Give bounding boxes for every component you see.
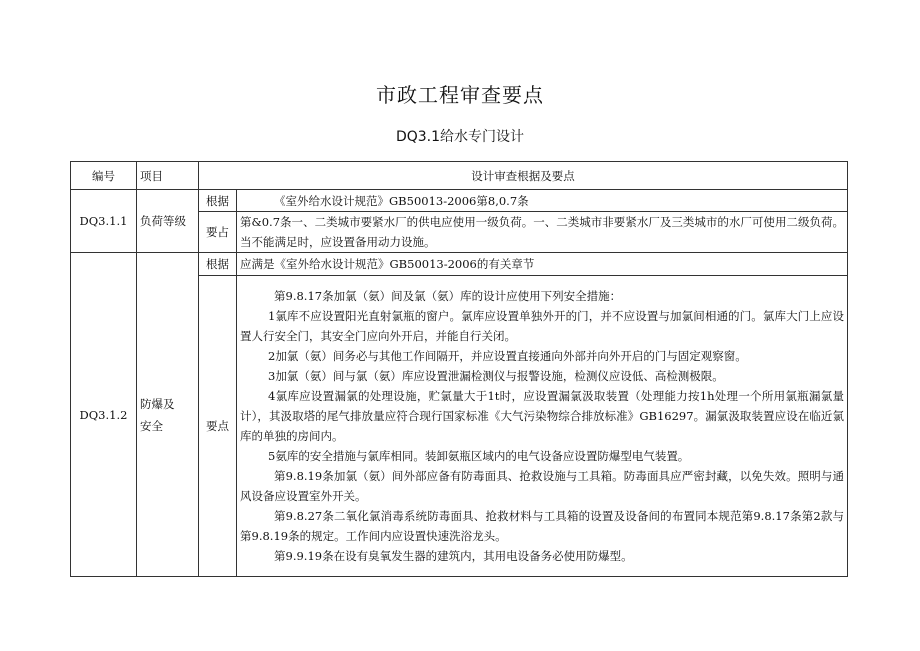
row-id: DQ3.1.2 (71, 253, 137, 577)
basis-text (237, 190, 848, 212)
basis-text (237, 253, 848, 276)
table-row (71, 190, 848, 212)
points-paragraph: 4氯库应设置漏氯的处理设施，贮氯量大于1t时，应设置漏氯汲取装置（处理能力按1h处理一个所用氯瓶漏氯量计），其汲取塔的尾气排放量应符合现行国家标准《大气污染物综合排放标准》GB16297。漏氯汲取装置应设在临近氯库的单独的房间内。 (240, 389, 844, 443)
points-label: 要占 (199, 212, 237, 253)
row-item-line: 防爆及 (140, 396, 175, 411)
points-paragraph: 第9.8.27条二氧化氯消毒系统防毒面具、抢救材料与工具箱的设置及设备间的布置同本规范第9.8.17条第2款与第9.8.19条的规定。工作间内应设置快速洗浴龙头。 (240, 509, 844, 543)
points-paragraph: 第9.9.19条在设有臭氧发生器的建筑内，其用电设备务必使用防爆型。 (274, 549, 633, 563)
points-paragraph: 第&0.7条一、二类城市要紧水厂的供电应使用一级负荷。一、二类城市非要紧水厂及三类城市的水厂可使用二级负荷。当不能满足时，应设置备用动力设施。 (240, 215, 844, 249)
table-row (71, 253, 848, 276)
basis-paragraph: 《室外给水设计规范》GB50013-2006第8,0.7条 (274, 193, 529, 208)
points-paragraph: 2加氯（氨）间务必与其他工作间隔开，并应设置直接通向外部并向外开启的门与固定观察窗。 (268, 349, 747, 363)
points-paragraph: 1氯库不应设置阳光直射氯瓶的窗户。氯库应设置单独外开的门，并不应设置与加氯间相通的门。氯库大门上应设置人行安全门，其安全门应向外开启，并能自行关闭。 (240, 309, 844, 343)
header-item: 项目 (137, 162, 199, 190)
document-subtitle: DQ3.1给水专门设计 (395, 129, 525, 145)
basis-label: 根据 (199, 190, 237, 212)
points-text (237, 212, 848, 253)
row-id: DQ3.1.1 (71, 190, 137, 253)
document-title: 市政工程审查要点 (376, 83, 544, 107)
row-item-line: 安全 (140, 418, 163, 433)
points-label: 要点 (199, 276, 237, 577)
points-text (237, 276, 848, 577)
header-id: 编号 (71, 162, 137, 190)
points-paragraph: 第9.8.17条加氯（氨）间及氯（氨）库的设计应使用下列安全措施： (274, 289, 622, 303)
row-item: 负荷等级 (137, 190, 199, 253)
points-paragraph: 5氨库的安全措施与氯库相同。装卸氨瓶区域内的电气设备应设置防爆型电气装置。 (268, 449, 690, 463)
points-paragraph: 3加氯（氨）间与氯（氨）库应设置泄漏检测仪与报警设施，检测仪应设低、高检测极限。 (268, 369, 724, 383)
header-body: 设计审查根据及要点 (199, 162, 848, 190)
table-header-row (71, 162, 848, 190)
row-item (137, 253, 199, 577)
points-paragraph: 第9.8.19条加氯（氨）间外部应备有防毒面具、抢救设施与工具箱。防毒面具应严密封藏，以免失效。照明与通风设备应设置室外开关。 (240, 469, 844, 503)
basis-paragraph: 应满是《室外给水设计规范》GB50013-2006的有关章节 (240, 257, 535, 271)
review-table (70, 161, 848, 577)
basis-label: 根据 (199, 253, 237, 276)
